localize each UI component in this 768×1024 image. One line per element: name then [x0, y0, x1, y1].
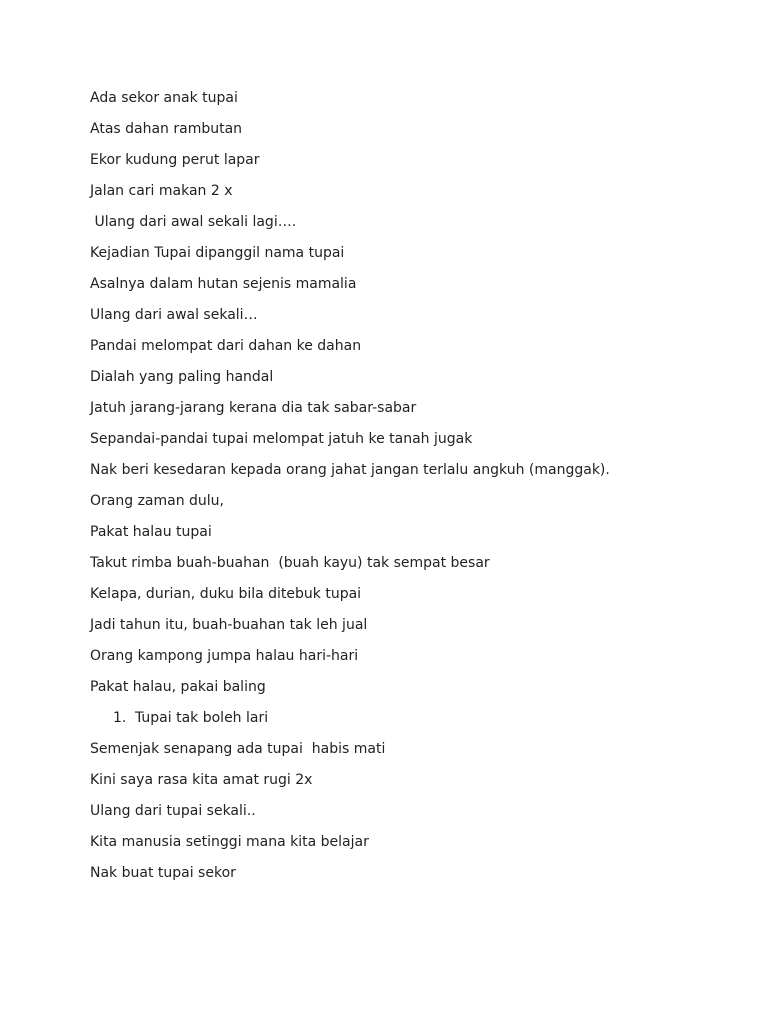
text-line: Ekor kudung perut lapar [90, 152, 260, 168]
text-line: Sepandai-pandai tupai melompat jatuh ke tanah jugak [90, 431, 473, 447]
list-number: 1. [113, 710, 127, 726]
text-line: Atas dahan rambutan [90, 121, 243, 137]
text-line: Jadi tahun itu, buah-buahan tak leh jual [90, 617, 368, 633]
text-line: Jalan cari makan 2 x [90, 183, 233, 199]
text-line: Orang kampong jumpa halau hari-hari [90, 648, 359, 664]
text-line: Semenjak senapang ada tupai habis mati [90, 741, 386, 757]
text-line: Pakat halau tupai [90, 524, 212, 540]
text-line: Kejadian Tupai dipanggil nama tupai [90, 245, 345, 261]
text-line: Kita manusia setinggi mana kita belajar [90, 834, 369, 850]
numbered-list-item [90, 706, 730, 737]
text-line: Ulang dari tupai sekali.. [90, 803, 256, 819]
text-line: Nak buat tupai sekor [90, 865, 236, 881]
text-line: Ulang dari awal sekali lagi…. [90, 214, 297, 230]
text-line: Pakat halau, pakai baling [90, 679, 266, 695]
text-line: Orang zaman dulu, [90, 493, 225, 509]
text-line: Jatuh jarang-jarang kerana dia tak sabar-sabar [90, 400, 417, 416]
text-line: Dialah yang paling handal [90, 369, 274, 385]
text-line: Kini saya rasa kita amat rugi 2x [90, 772, 313, 788]
text-line: Kelapa, durian, duku bila ditebuk tupai [90, 586, 362, 602]
lyrics-text-block [90, 86, 730, 892]
text-line: Takut rimba buah-buahan (buah kayu) tak sempat besar [90, 555, 490, 571]
text-line: Asalnya dalam hutan sejenis mamalia [90, 276, 357, 292]
text-line: Pandai melompat dari dahan ke dahan [90, 338, 362, 354]
text-line: Nak beri kesedaran kepada orang jahat jangan terlalu angkuh (manggak). [90, 462, 610, 478]
text-line: Ulang dari awal sekali… [90, 307, 258, 323]
list-item-text: Tupai tak boleh lari [135, 710, 269, 726]
text-line: Ada sekor anak tupai [90, 90, 238, 106]
